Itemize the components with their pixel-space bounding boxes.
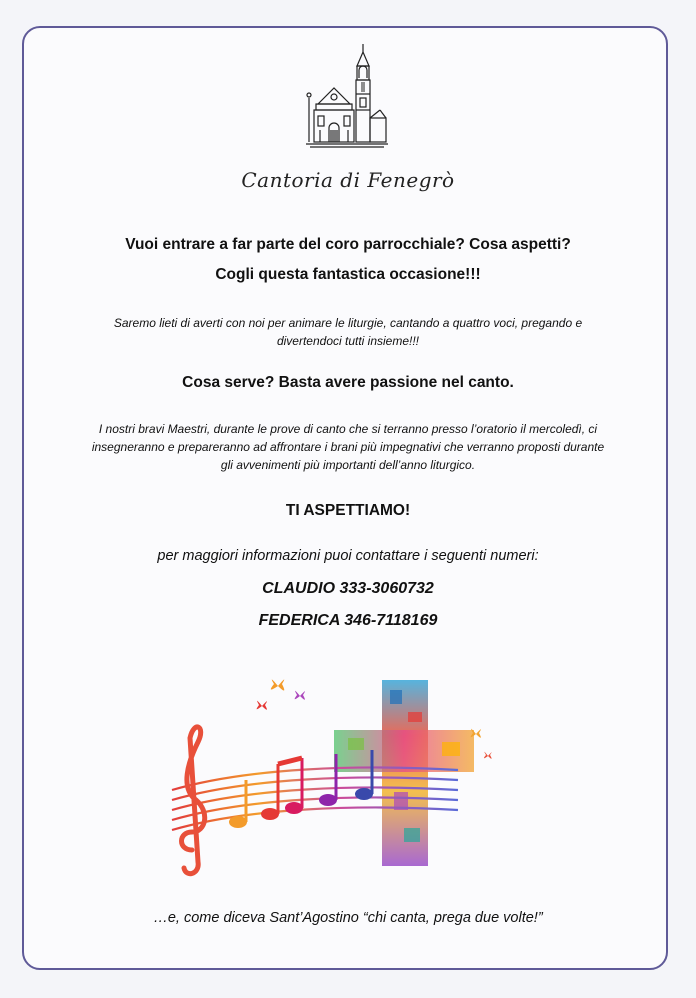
augustine-quote: …e, come diceva Sant’Agostino “chi canta, prega due volte!”	[153, 910, 543, 926]
details-line-1: I nostri bravi Maestri, durante le prove di canto che si terranno presso l’oratorio il mercoledì, ci	[98, 422, 598, 436]
details-line-3: gli avvenimenti più importanti dell’anno liturgico.	[220, 458, 476, 472]
church-logo-icon	[306, 42, 388, 150]
choir-name: Cantoria di Fenegrò	[241, 168, 455, 192]
details-line-2: insegneranno e prepareranno ad affrontare i brani più impegnativi che verranno proposti durante	[91, 440, 605, 454]
intro-line-1: Saremo lieti di averti con noi per animare le liturgie, cantando a quattro voci, pregando e	[113, 316, 583, 330]
contact-claudio: CLAUDIO 333-3060732	[262, 580, 434, 597]
contact-federica: FEDERICA 346-7118169	[258, 612, 438, 629]
heading-opportunity: Cogli questa fantastica occasione!!!	[215, 266, 481, 283]
heading-requirements: Cosa serve? Basta avere passione nel canto.	[182, 374, 514, 391]
music-cross-artwork-icon	[158, 672, 528, 882]
contact-intro: per maggiori informazioni puoi contattare i seguenti numeri:	[157, 548, 539, 564]
heading-we-wait: TI ASPETTIAMO!	[285, 502, 411, 519]
heading-join-choir: Vuoi entrare a far parte del coro parrocchiale? Cosa aspetti?	[125, 236, 571, 253]
intro-line-2: divertendoci tutti insieme!!!	[276, 334, 420, 348]
